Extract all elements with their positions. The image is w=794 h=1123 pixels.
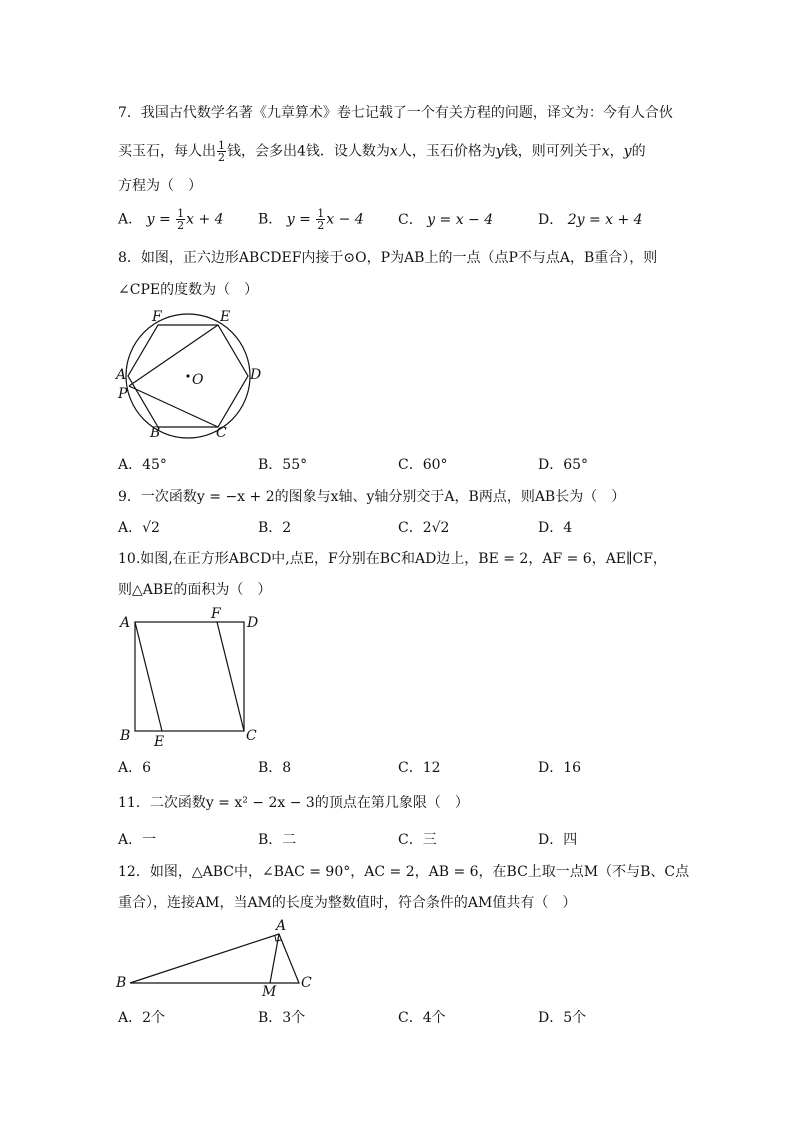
option-math: y = x − 4	[427, 212, 494, 228]
label-d: D	[250, 367, 262, 383]
q7-line1: 7．我国古代数学名著《九章算术》卷七记载了一个有关方程的问题，译文为：今有人合伙	[118, 105, 673, 121]
label-a: A	[120, 615, 131, 631]
q7-option-c[interactable]	[398, 210, 493, 230]
frac-numerator: 1	[177, 207, 185, 220]
q11-option-a[interactable]: A．一	[118, 832, 157, 848]
q9-option-a[interactable]: A．√2	[118, 520, 160, 536]
frac-numerator: 1	[317, 207, 325, 220]
label-o: O	[192, 372, 204, 388]
q7-text-b: 钱，会多出4钱．设人数为	[227, 143, 390, 160]
q11-option-d[interactable]: D．四	[538, 832, 578, 848]
q12-option-b[interactable]: B．3个	[258, 1010, 306, 1026]
center-point-o	[186, 374, 189, 377]
square-abcd-diagram	[112, 604, 272, 749]
var-y-2: y	[623, 143, 632, 160]
option-label: A．	[118, 211, 143, 228]
q8-option-a[interactable]: A．45°	[118, 457, 167, 473]
q7-fraction	[217, 140, 226, 163]
var-x: x	[389, 143, 398, 160]
hexagon-circle-diagram	[112, 306, 272, 446]
label-c: C	[246, 728, 257, 744]
q10-line2: 则△ABE的面积为（ ）	[118, 582, 272, 598]
label-a: A	[276, 918, 287, 934]
q7-option-d[interactable]	[538, 210, 643, 230]
q8-hexagon-figure	[112, 306, 272, 450]
label-p: P	[118, 386, 128, 402]
option-math: y =	[286, 211, 316, 228]
segment-fc	[217, 622, 244, 731]
label-f: F	[211, 606, 221, 622]
q8-option-b[interactable]: B．55°	[258, 457, 308, 473]
q12-line2: 重合），连接AM，当AM的长度为整数值时，符合条件的AM值共有（ ）	[118, 895, 577, 911]
segment-ae	[135, 622, 162, 731]
triangle-abc	[130, 934, 299, 983]
q7-option-b[interactable]	[258, 208, 364, 231]
q11-line1: 11．二次函数y = x² − 2x − 3的顶点在第几象限（ ）	[118, 795, 469, 811]
q9-option-d[interactable]: D．4	[538, 520, 573, 536]
q8-line1: 8．如图，正六边形ABCDEF内接于⊙O，P为AB上的一点（点P不与点A，B重合），则	[118, 250, 658, 266]
var-y: y	[495, 143, 504, 160]
q10-square-figure	[112, 604, 272, 753]
q11-option-c[interactable]: C．三	[398, 832, 437, 848]
frac-numerator: 1	[218, 139, 225, 152]
q7-text-a: 买玉石，每人出	[118, 143, 216, 160]
q7-text-f: 的	[631, 143, 646, 160]
label-b: B	[150, 425, 161, 441]
frac-denominator: 2	[177, 219, 185, 232]
square-abcd	[135, 622, 244, 731]
q10-option-d[interactable]: D．16	[538, 760, 582, 776]
q12-option-a[interactable]: A．2个	[118, 1010, 166, 1026]
label-b: B	[120, 728, 131, 744]
label-e: E	[220, 309, 231, 325]
label-m: M	[262, 984, 277, 1000]
q12-option-d[interactable]: D．5个	[538, 1010, 587, 1026]
label-c: C	[301, 975, 312, 991]
option-math: x − 4	[326, 211, 364, 228]
option-label: D．	[538, 212, 564, 228]
q12-line1: 12．如图，△ABC中，∠BAC = 90°，AC = 2，AB = 6，在BC上取一点M（不与B、C点	[118, 864, 690, 880]
option-math: x + 4	[186, 211, 224, 228]
option-label: B．	[258, 211, 283, 228]
option-math: 2y = x + 4	[567, 212, 643, 228]
option-label: C．	[398, 212, 423, 228]
triangle-abc-diagram	[112, 916, 322, 1001]
label-c: C	[216, 425, 227, 441]
q8-line2: ∠CPE的度数为（ ）	[118, 282, 259, 298]
q7-text-d: 钱，则可列关于	[503, 143, 602, 160]
q8-option-c[interactable]: C．60°	[398, 457, 448, 473]
frac-denominator: 2	[218, 151, 225, 164]
q11-option-b[interactable]: B．二	[258, 832, 297, 848]
q7-text-e: ，	[609, 143, 624, 160]
q9-option-c[interactable]: C．2√2	[398, 520, 450, 536]
label-f: F	[152, 309, 162, 325]
q7-line3: 方程为（ ）	[118, 178, 202, 194]
frac-denominator: 2	[317, 219, 325, 232]
q8-option-d[interactable]: D．65°	[538, 457, 589, 473]
q10-option-c[interactable]: C．12	[398, 760, 441, 776]
q12-triangle-figure	[112, 916, 322, 1005]
var-x-2: x	[601, 143, 610, 160]
option-math: y =	[146, 211, 176, 228]
q12-option-c[interactable]: C．4个	[398, 1010, 446, 1026]
q7-line2	[118, 140, 646, 163]
label-b: B	[116, 975, 127, 991]
q10-option-a[interactable]: A．6	[118, 760, 152, 776]
label-d: D	[247, 615, 259, 631]
q7-option-a[interactable]	[118, 208, 224, 231]
segment-pc	[129, 386, 218, 427]
q10-option-b[interactable]: B．8	[258, 760, 292, 776]
label-e: E	[154, 734, 165, 749]
q9-option-b[interactable]: B．2	[258, 520, 292, 536]
label-a: A	[116, 367, 127, 383]
q7-text-c: 人，玉石价格为	[397, 143, 496, 160]
q10-line1: 10.如图,在正方形ABCD中,点E，F分别在BC和AD边上，BE = 2，AF = 6，AE∥CF，	[118, 551, 667, 567]
q9-line1: 9．一次函数y = −x + 2的图象与x轴、y轴分别交于A，B两点，则AB长为（ ）	[118, 489, 626, 505]
segment-am	[270, 934, 279, 983]
